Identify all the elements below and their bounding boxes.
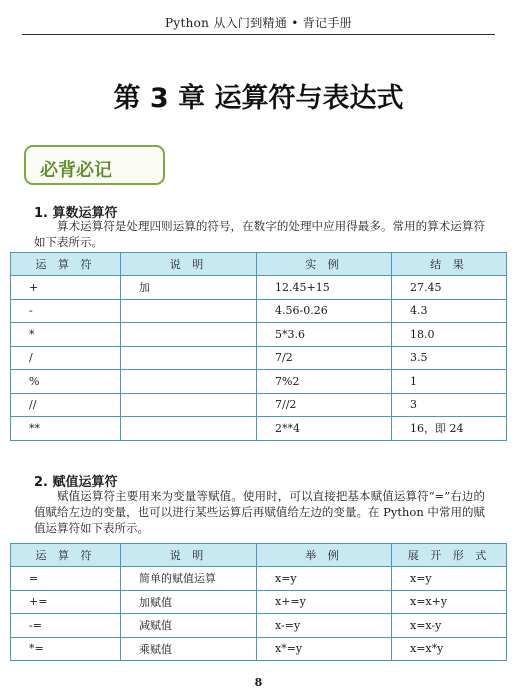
table-row [11, 637, 507, 661]
table-cell [121, 323, 257, 347]
table-row [11, 299, 507, 323]
column-header: 结 果 [392, 253, 507, 276]
must-remember-box [24, 145, 165, 185]
table-cell: 1 [392, 370, 507, 394]
table-cell: 加 [121, 276, 257, 300]
column-header: 举 例 [257, 544, 392, 567]
table-row [11, 590, 507, 614]
table-row [11, 323, 507, 347]
table-row [11, 567, 507, 591]
paragraph-arithmetic: 算术运算符是处理四则运算的符号，在数字的处理中应用得最多。常用的算术运算符如下表所示。 [34, 219, 485, 249]
table-cell: 简单的赋值运算 [121, 567, 257, 591]
table-cell: 7//2 [257, 393, 392, 417]
table-cell: / [11, 346, 121, 370]
table-cell: x=y [257, 567, 392, 591]
chapter-title: 第 3 章 运算符与表达式 [113, 83, 404, 114]
table-cell: 3.5 [392, 346, 507, 370]
table-row [11, 276, 507, 300]
column-header: 运 算 符 [11, 544, 121, 567]
table-cell: += [11, 590, 121, 614]
column-header: 运 算 符 [11, 253, 121, 276]
table-cell: 2**4 [257, 417, 392, 441]
table-row [11, 417, 507, 441]
table-cell: 4.3 [392, 299, 507, 323]
paragraph-assignment: 赋值运算符主要用来为变量等赋值。使用时，可以直接把基本赋值运算符“=”右边的值赋给左边的变量，也可以进行某些运算后再赋值给左边的变量。在 Python 中常用的赋值运算符如下表所示。 [34, 489, 485, 535]
table-cell: 16，即 24 [392, 417, 507, 441]
table-cell [121, 370, 257, 394]
table-cell: *= [11, 637, 121, 661]
table-cell [121, 393, 257, 417]
section-heading-arithmetic: 1. 算数运算符 [34, 206, 118, 221]
table-cell: 5*3.6 [257, 323, 392, 347]
table-row [11, 370, 507, 394]
table-cell: * [11, 323, 121, 347]
table-cell: 加赋值 [121, 590, 257, 614]
table-row [11, 393, 507, 417]
assignment-operators-table [10, 543, 507, 661]
table-cell [121, 299, 257, 323]
table-cell: 3 [392, 393, 507, 417]
column-header: 说 明 [121, 544, 257, 567]
table-header-row [11, 253, 507, 276]
arithmetic-operators-table [10, 252, 507, 441]
table-cell: 减赋值 [121, 614, 257, 638]
header-rule [22, 34, 495, 35]
table-cell: ** [11, 417, 121, 441]
table-row [11, 614, 507, 638]
table-cell: x*=y [257, 637, 392, 661]
column-header: 实 例 [257, 253, 392, 276]
table-cell [121, 417, 257, 441]
table-cell: x=x*y [392, 637, 507, 661]
table-cell: - [11, 299, 121, 323]
section-heading-assignment: 2. 赋值运算符 [34, 475, 118, 490]
table-cell [121, 346, 257, 370]
column-header: 展 开 形 式 [392, 544, 507, 567]
table-cell: 7%2 [257, 370, 392, 394]
table-cell: // [11, 393, 121, 417]
table-cell: x+=y [257, 590, 392, 614]
table-header-row [11, 544, 507, 567]
table-cell: x-=y [257, 614, 392, 638]
table-cell: 4.56-0.26 [257, 299, 392, 323]
table-cell: 乘赋值 [121, 637, 257, 661]
table-row [11, 346, 507, 370]
table-cell: -= [11, 614, 121, 638]
table-cell: 18.0 [392, 323, 507, 347]
table-cell: x=x+y [392, 590, 507, 614]
must-remember-label: 必背必记 [40, 160, 112, 181]
column-header: 说 明 [121, 253, 257, 276]
table-cell: 7/2 [257, 346, 392, 370]
table-cell: 27.45 [392, 276, 507, 300]
table-cell: x=y [392, 567, 507, 591]
table-cell: = [11, 567, 121, 591]
running-header: Python 从入门到精通 • 背记手册 [165, 16, 352, 30]
page-number: 8 [254, 676, 263, 689]
table-cell: x=x-y [392, 614, 507, 638]
table-cell: % [11, 370, 121, 394]
table-cell: 12.45+15 [257, 276, 392, 300]
table-cell: + [11, 276, 121, 300]
